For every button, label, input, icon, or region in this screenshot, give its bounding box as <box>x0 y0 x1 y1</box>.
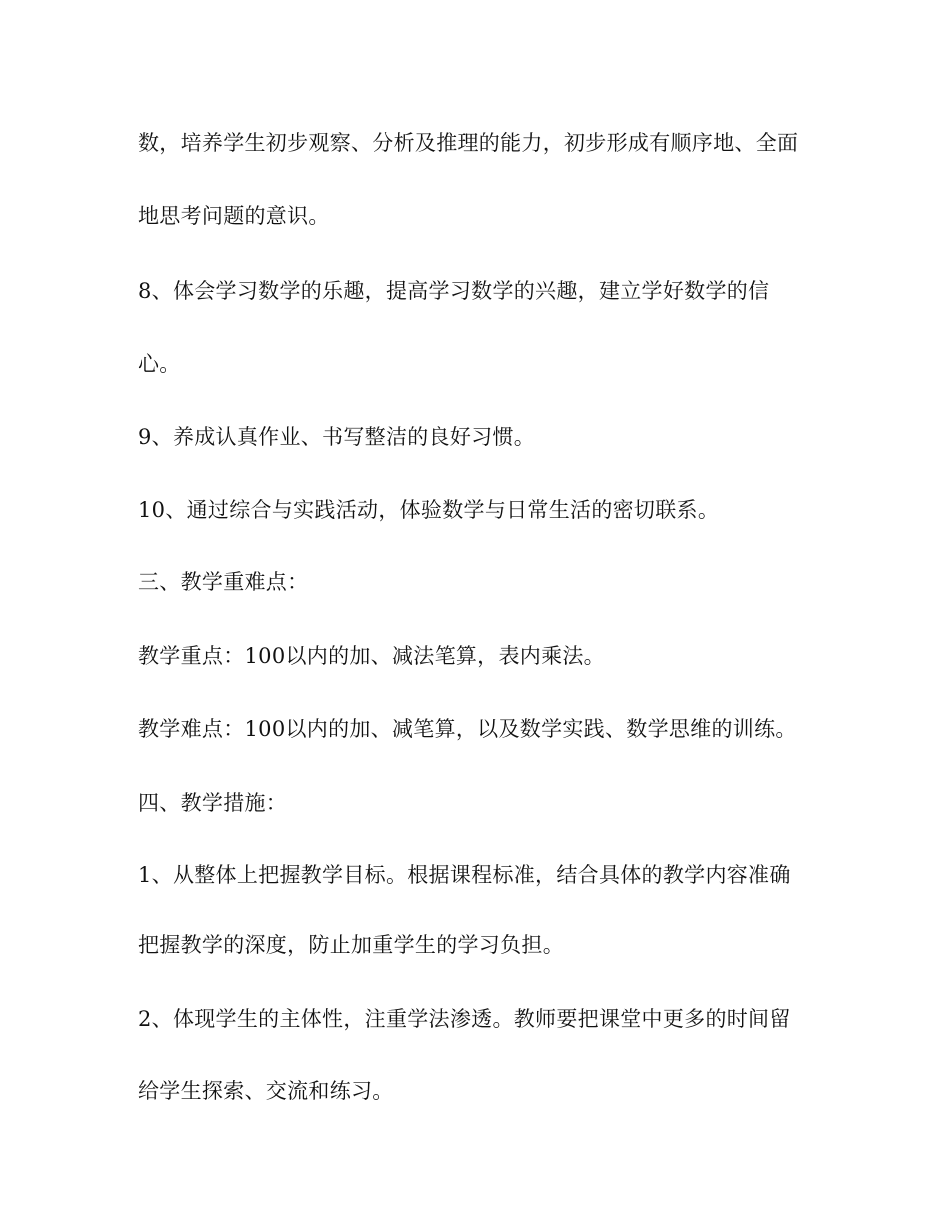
measure-item-1-continuation: 把握教学的深度，防止加重学生的学习负担。 <box>138 933 564 957</box>
measure-item-2-continuation: 给学生探索、交流和练习。 <box>138 1079 394 1103</box>
paragraph-line-continuation: 地思考问题的意识。 <box>138 204 330 228</box>
goal-item-10: 10、通过综合与实践活动，体验数学与日常生活的密切联系。 <box>138 498 720 522</box>
key-point-focus: 教学重点：100以内的加、减法笔算，表内乘法。 <box>138 644 605 668</box>
goal-item-8: 8、体会学习数学的乐趣，提高学习数学的兴趣，建立学好数学的信 <box>138 279 770 303</box>
section-heading-key-points: 三、教学重难点： <box>138 570 309 594</box>
section-heading-measures: 四、教学措施： <box>138 791 288 815</box>
key-point-difficulty: 教学难点：100以内的加、减笔算，以及数学实践、数学思维的训练。 <box>138 717 797 741</box>
paragraph-line-continuation: 数，培养学生初步观察、分析及推理的能力，初步形成有顺序地、全面 <box>138 131 799 155</box>
measure-item-1: 1、从整体上把握教学目标。根据课程标准，结合具体的教学内容准确 <box>138 863 791 887</box>
goal-item-9: 9、养成认真作业、书写整洁的良好习惯。 <box>138 425 536 449</box>
goal-item-8-continuation: 心。 <box>138 352 181 376</box>
measure-item-2: 2、体现学生的主体性，注重学法渗透。教师要把课堂中更多的时间留 <box>138 1007 791 1031</box>
